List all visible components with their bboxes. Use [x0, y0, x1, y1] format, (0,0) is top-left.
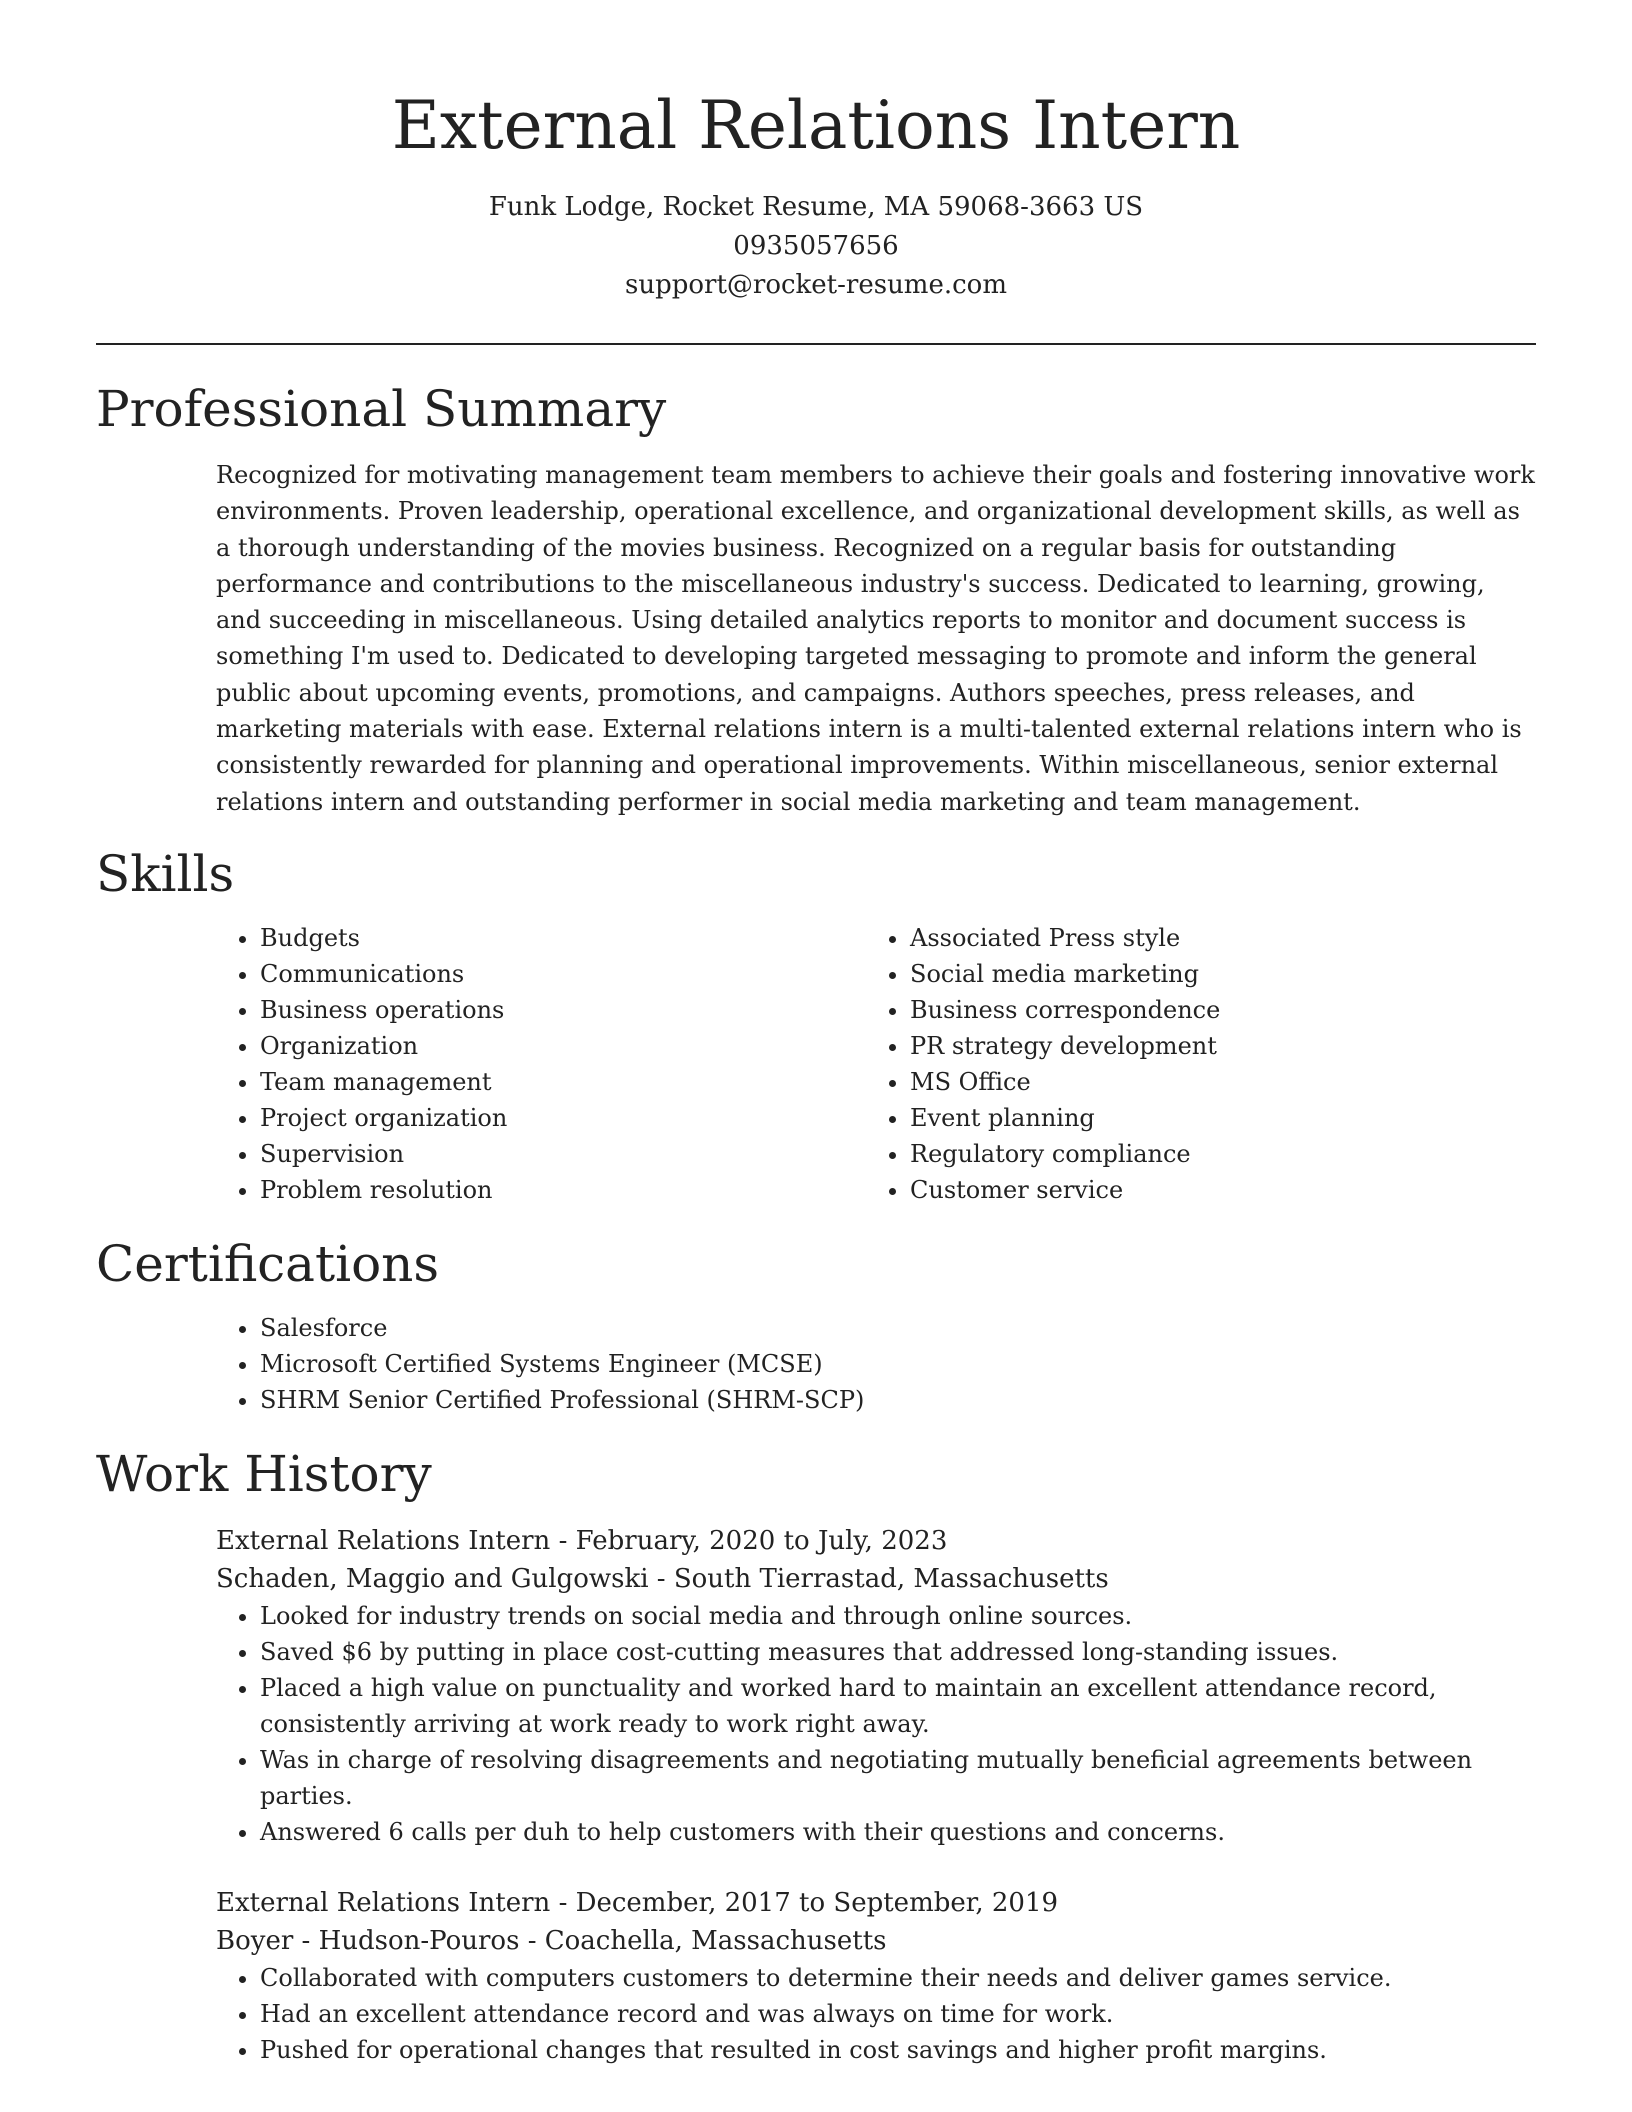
skill-item: • Problem resolution: [260, 1172, 866, 1208]
summary-heading: Professional Summary: [96, 380, 667, 438]
skill-item: • Business operations: [260, 992, 866, 1028]
job-entry: [216, 1884, 1536, 2068]
job-dates: - February, 2020 to July, 2023: [550, 1525, 948, 1556]
certifications-section: [96, 1234, 1536, 1418]
skill-item: • Communications: [260, 956, 866, 992]
skill-item: • MS Office: [910, 1064, 1516, 1100]
contact-info: [96, 188, 1536, 305]
skill-item: • PR strategy development: [910, 1028, 1516, 1064]
job-bullet: • Was in charge of resolving disagreements and negotiating mutually beneficial agreements between parties.: [260, 1742, 1536, 1814]
skills-list-left: [216, 920, 866, 1208]
skill-item: • Business correspondence: [910, 992, 1516, 1028]
contact-address: Funk Lodge, Rocket Resume, MA 59068-3663 US: [488, 192, 1144, 222]
job-location: - South Tierrastad, Massachusetts: [648, 1563, 1109, 1594]
job-title: External Relations Intern: [216, 1525, 551, 1556]
job-bullet: • Answered 6 calls per duh to help customers with their questions and concerns.: [260, 1814, 1536, 1850]
certifications-list: [216, 1310, 1536, 1418]
certification-item: • Salesforce: [260, 1310, 1536, 1346]
job-bullet: • Saved $6 by putting in place cost-cutting measures that addressed long-standing issues.: [260, 1634, 1536, 1670]
work-history-section: [96, 1444, 1536, 2068]
skill-item: • Supervision: [260, 1136, 866, 1172]
contact-phone: 0935057656: [733, 231, 899, 261]
job-bullet: • Placed a high value on punctuality and worked hard to maintain an excellent attendance record, consistently arriving at work ready to work right away.: [260, 1670, 1536, 1742]
skills-column-right: [866, 920, 1516, 1208]
skill-item: • Project organization: [260, 1100, 866, 1136]
work-history-heading: Work History: [96, 1444, 432, 1503]
candidate-name: External Relations Intern: [391, 87, 1241, 164]
job-title-line: [216, 1522, 1536, 1560]
skill-item: • Budgets: [260, 920, 866, 956]
job-title: External Relations Intern: [216, 1887, 551, 1918]
certification-item: • Microsoft Certified Systems Engineer (MCSE): [260, 1346, 1536, 1382]
job-title-line: [216, 1884, 1536, 1922]
job-entry: [216, 1522, 1536, 1850]
job-company-line: [216, 1560, 1536, 1598]
summary-section: [96, 379, 1536, 820]
job-bullets: [216, 1960, 1536, 2068]
job-company: Boyer - Hudson-Pouros: [216, 1925, 520, 1956]
job-bullet: • Pushed for operational changes that resulted in cost savings and higher profit margins.: [260, 2032, 1536, 2068]
skill-item: • Organization: [260, 1028, 866, 1064]
certification-item: • SHRM Senior Certified Professional (SHRM-SCP): [260, 1382, 1536, 1418]
skill-item: • Social media marketing: [910, 956, 1516, 992]
skills-section: [96, 844, 1536, 1208]
certifications-heading: Certifications: [96, 1234, 440, 1293]
skill-item: • Team management: [260, 1064, 866, 1100]
skill-item: • Event planning: [910, 1100, 1516, 1136]
skill-item: • Associated Press style: [910, 920, 1516, 956]
job-bullet: • Had an excellent attendance record and was always on time for work.: [260, 1996, 1536, 2032]
skills-heading: Skills: [96, 844, 235, 903]
skills-columns: [216, 920, 1536, 1208]
job-company: Schaden, Maggio and Gulgowski: [216, 1563, 649, 1594]
summary-text: Recognized for motivating management team members to achieve their goals and fostering innovative work environments. Proven leadership, operational excellence, and organizational development skills, as well as a thorough understanding of the movies business. Recognized on a regular basis for outstanding performance and contributions to the miscellaneous industry's success. Dedicated to learning, growing, and succeeding in miscellaneous. Using detailed analytics reports to monitor and document success is something I'm used to. Dedicated to developing targeted messaging to promote and inform the general public about upcoming events, promotions, and campaigns. Authors speeches, press releases, and marketing materials with ease. External relations intern is a multi-talented external relations intern who is consistently rewarded for planning and operational improvements. Within miscellaneous, senior external relations intern and outstanding performer in social media marketing and team management.: [216, 461, 1535, 816]
job-bullets: [216, 1598, 1536, 1850]
skill-item: • Regulatory compliance: [910, 1136, 1516, 1172]
job-bullet: • Looked for industry trends on social media and through online sources.: [260, 1598, 1536, 1634]
skill-item: • Customer service: [910, 1172, 1516, 1208]
contact-email: support@rocket-resume.com: [624, 270, 1007, 300]
job-dates: - December, 2017 to September, 2019: [550, 1887, 1059, 1918]
job-location: - Coachella, Massachusetts: [519, 1925, 887, 1956]
resume-page: [96, 0, 1536, 2068]
skills-list-right: [866, 920, 1516, 1208]
job-company-line: [216, 1922, 1536, 1960]
resume-header: [96, 0, 1536, 305]
skills-column-left: [216, 920, 866, 1208]
header-divider: [96, 343, 1536, 345]
job-bullet: • Collaborated with computers customers to determine their needs and deliver games service.: [260, 1960, 1536, 1996]
certifications-list-wrap: [216, 1310, 1536, 1418]
